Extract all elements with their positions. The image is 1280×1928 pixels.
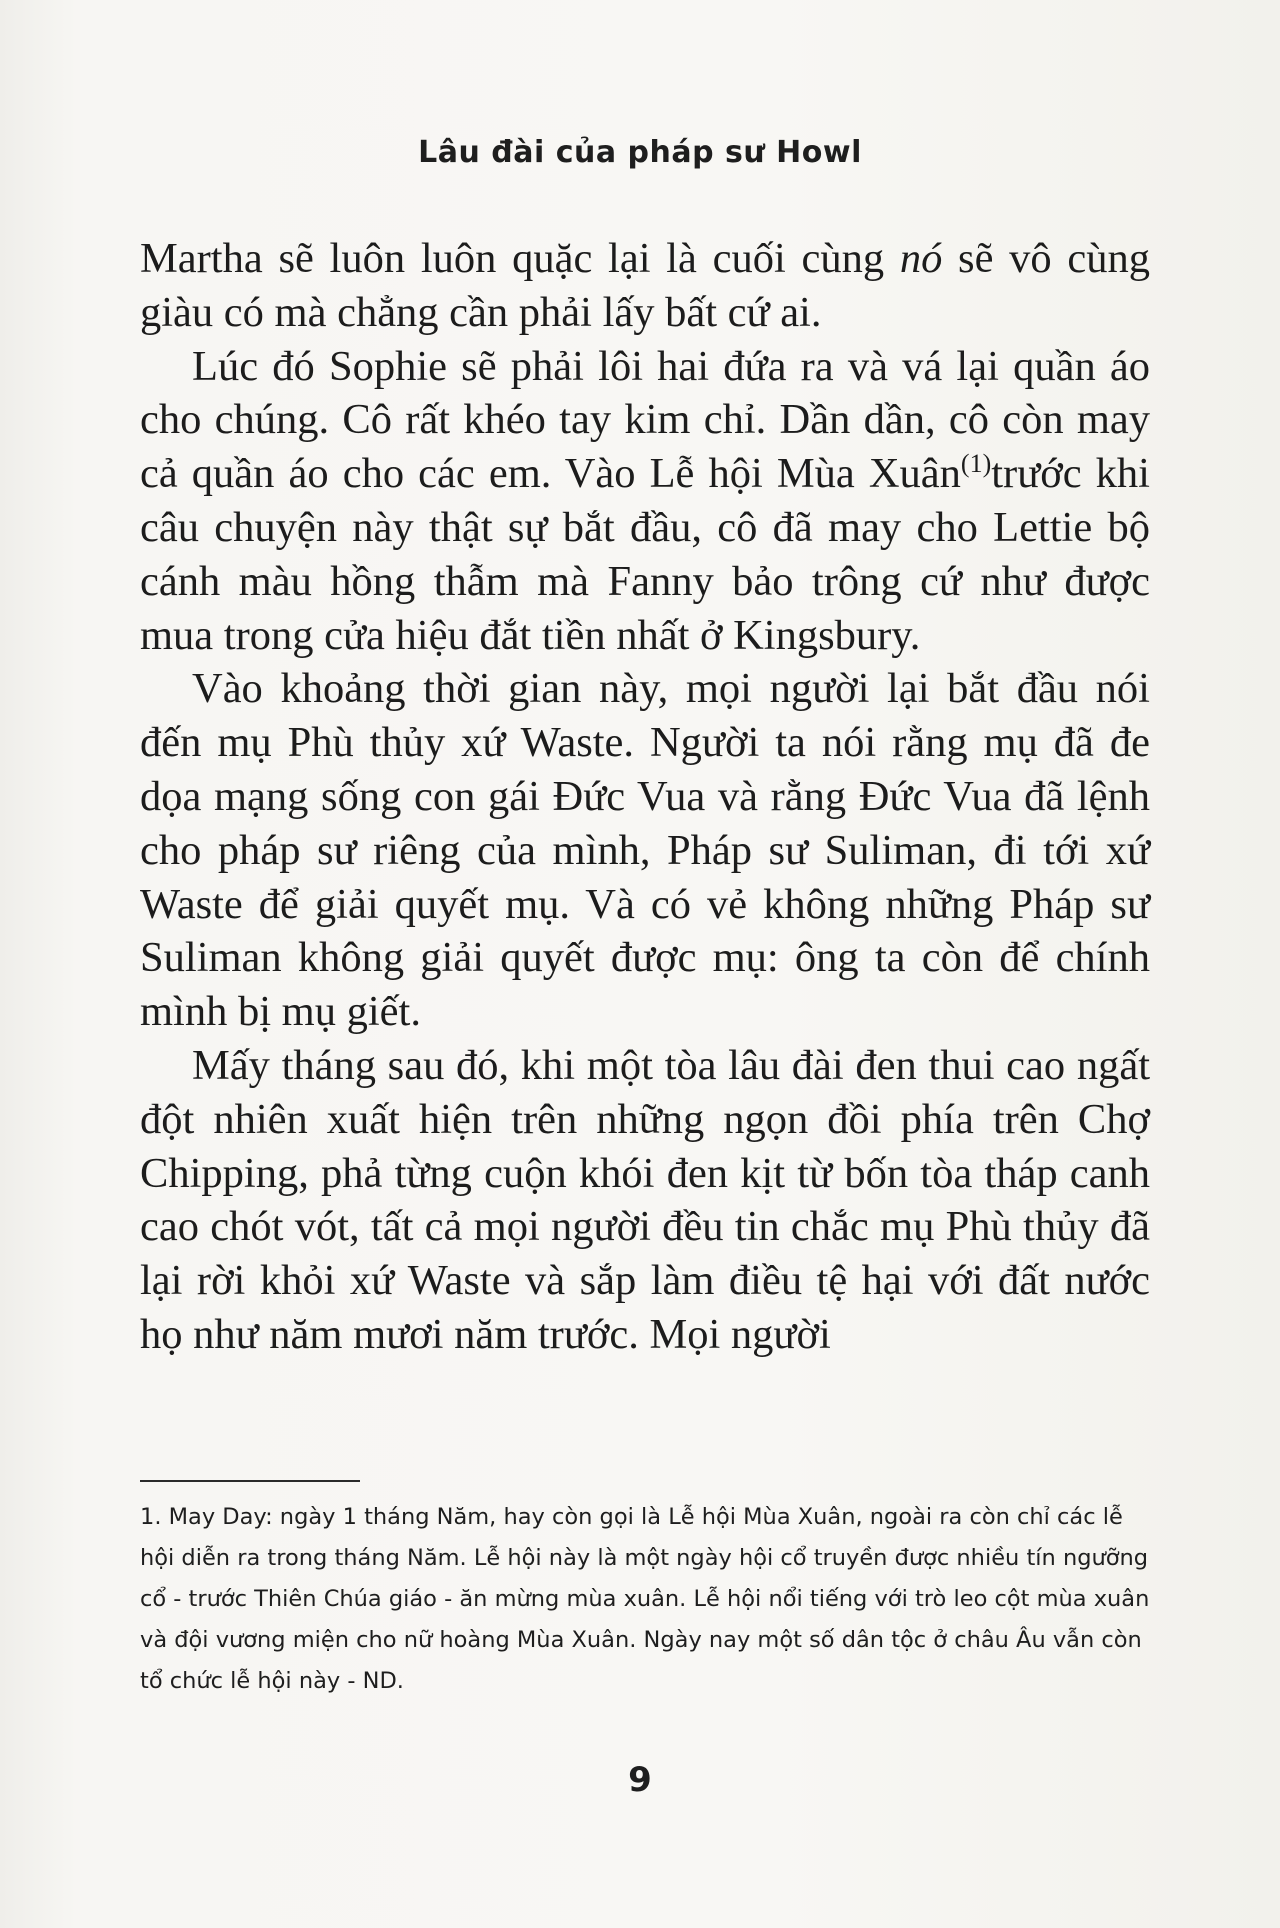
p2-text-a: Lúc đó Sophie sẽ phải lôi hai đứa ra và vá lại quần áo cho chúng. Cô rất khéo tay kim chỉ. Dần dần, cô còn may cả quần áo cho các em. Vào Lễ hội Mùa Xuân [140, 342, 1150, 498]
p1-text-a: Martha sẽ luôn luôn quặc lại là cuối cùng [140, 235, 900, 282]
p2-text-b: trước khi câu chuyện này thật sự bắt đầu, cô đã may cho Lettie bộ cánh màu hồng thẫm mà Fanny bảo trông cứ như được mua trong cửa hiệu đắt tiền nhất ở Kingsbury. [140, 450, 1150, 659]
p1-emphasis: nó [899, 235, 943, 282]
paragraph-3: Vào khoảng thời gian này, mọi người lại bắt đầu nói đến mụ Phù thủy xứ Waste. Người ta nói rằng mụ đã đe dọa mạng sống con gái Đức Vua và rằng Đức Vua đã lệnh cho pháp sư riêng của mình, Pháp sư Suliman, đi tới xứ Waste để giải quyết mụ. Và có vẻ không những Pháp sư Suliman không giải quyết được mụ: ông ta còn để chính mình bị mụ giết. [140, 665, 1150, 1036]
paragraph-2 [140, 340, 1150, 663]
page-number: 9 [628, 1760, 652, 1800]
body-text [140, 232, 1150, 1362]
footnote-separator [140, 1480, 360, 1482]
footnote-reference: (1) [960, 449, 992, 479]
paragraph-1 [140, 232, 1150, 340]
p1-text-b: sẽ vô cùng giàu có mà chẳng cần phải lấy bất cứ ai. [140, 235, 1150, 336]
footnote: 1. May Day: ngày 1 tháng Năm, hay còn gọi là Lễ hội Mùa Xuân, ngoài ra còn chỉ các lễ hội diễn ra trong tháng Năm. Lễ hội này là một ngày hội cổ truyền được nhiều tín ngưỡng cổ - trước Thiên Chúa giáo - ăn mừng mùa xuân. Lễ hội nổi tiếng với trò leo cột mùa xuân và đội vương miện cho nữ hoàng Mùa Xuân. Ngày nay một số dân tộc ở châu Âu vẫn còn tổ chức lễ hội này - ND. [140, 1504, 1150, 1694]
running-header-title: Lâu đài của pháp sư Howl [418, 135, 862, 170]
paragraph-4: Mấy tháng sau đó, khi một tòa lâu đài đen thui cao ngất đột nhiên xuất hiện trên những ngọn đồi phía trên Chợ Chipping, phả từng cuộn khói đen kịt từ bốn tòa tháp canh cao chót vót, tất cả mọi người đều tin chắc mụ Phù thủy đã lại rời khỏi xứ Waste và sắp làm điều tệ hại với đất nước họ như năm mươi năm trước. Mọi người [140, 1041, 1150, 1358]
